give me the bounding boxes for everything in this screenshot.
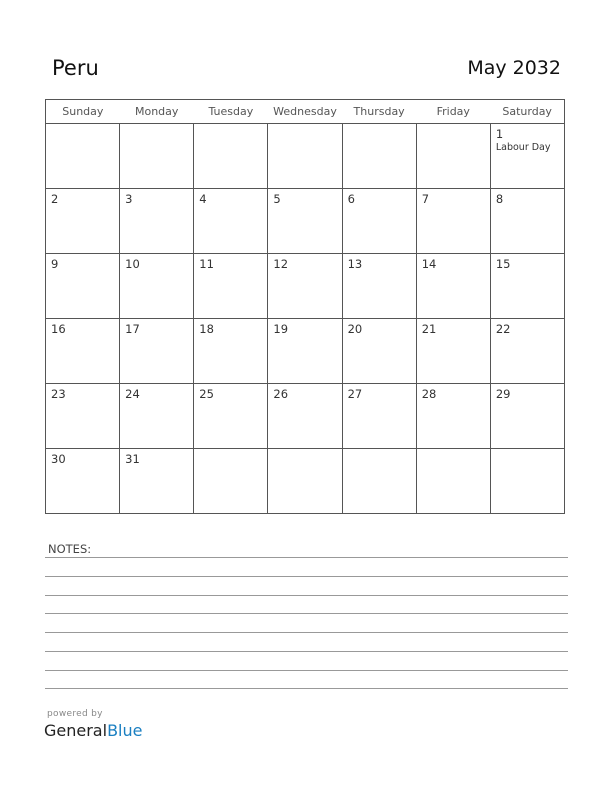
weekday-tuesday: Tuesday	[194, 100, 268, 124]
day-cell[interactable]	[46, 384, 120, 449]
day-number: 26	[273, 387, 289, 401]
day-number: 19	[273, 322, 289, 336]
note-line	[45, 576, 568, 577]
day-number: 5	[273, 192, 281, 206]
day-number: 11	[199, 257, 214, 271]
powered-by-text: powered by	[47, 709, 103, 719]
weekday-friday: Friday	[416, 100, 490, 124]
day-number: 9	[51, 257, 59, 271]
week-row	[46, 319, 565, 384]
weekday-thursday: Thursday	[342, 100, 416, 124]
note-line	[45, 557, 568, 558]
day-number: 31	[125, 452, 140, 466]
day-cell[interactable]	[490, 384, 564, 449]
day-cell[interactable]	[46, 319, 120, 384]
weekday-sunday: Sunday	[46, 100, 120, 124]
day-number	[194, 449, 267, 452]
day-number	[268, 449, 341, 452]
day-cell[interactable]	[342, 124, 416, 189]
day-number: 28	[421, 387, 437, 401]
day-cell[interactable]	[194, 319, 268, 384]
note-line	[45, 632, 568, 633]
day-cell[interactable]	[416, 254, 490, 319]
day-number: 22	[495, 322, 511, 336]
day-number	[120, 124, 193, 127]
day-cell[interactable]	[416, 449, 490, 514]
weekday-monday: Monday	[120, 100, 194, 124]
day-cell[interactable]	[268, 384, 342, 449]
day-cell[interactable]	[120, 449, 194, 514]
day-cell[interactable]	[46, 124, 120, 189]
day-number: 7	[421, 192, 430, 206]
note-line	[45, 613, 568, 614]
day-cell[interactable]	[194, 124, 268, 189]
day-number	[343, 449, 416, 452]
day-cell[interactable]	[120, 254, 194, 319]
day-number: 13	[347, 257, 363, 271]
day-cell[interactable]	[342, 319, 416, 384]
day-number: 10	[125, 257, 140, 271]
day-number: 8	[495, 192, 504, 206]
day-cell[interactable]	[268, 254, 342, 319]
week-row	[46, 384, 565, 449]
day-cell[interactable]	[268, 189, 342, 254]
week-row	[46, 124, 565, 189]
month-year-title: May 2032	[467, 57, 561, 79]
notes-label: NOTES:	[48, 542, 92, 556]
day-number	[194, 124, 267, 127]
day-number: 2	[51, 192, 59, 206]
day-number	[417, 124, 490, 127]
day-number	[491, 449, 564, 452]
day-number	[343, 124, 416, 127]
day-cell[interactable]	[342, 254, 416, 319]
weekday-wednesday: Wednesday	[268, 100, 342, 124]
day-cell[interactable]	[194, 254, 268, 319]
day-number: 30	[51, 452, 66, 466]
day-cell[interactable]	[342, 384, 416, 449]
week-row	[46, 254, 565, 319]
day-cell[interactable]	[194, 449, 268, 514]
day-cell[interactable]	[194, 384, 268, 449]
day-cell[interactable]	[120, 319, 194, 384]
day-cell[interactable]	[416, 189, 490, 254]
day-number: 21	[421, 322, 437, 336]
day-cell[interactable]	[268, 124, 342, 189]
week-row	[46, 189, 565, 254]
day-cell[interactable]	[268, 449, 342, 514]
day-cell[interactable]	[46, 254, 120, 319]
day-cell[interactable]	[490, 449, 564, 514]
day-number: 6	[347, 192, 355, 206]
day-number: 4	[199, 192, 207, 206]
day-number: 3	[125, 192, 133, 206]
day-cell[interactable]	[120, 124, 194, 189]
country-title: Peru	[52, 56, 99, 80]
day-cell[interactable]	[268, 319, 342, 384]
day-cell[interactable]	[490, 319, 564, 384]
day-cell[interactable]	[342, 449, 416, 514]
day-cell[interactable]	[490, 254, 564, 319]
day-cell[interactable]	[120, 189, 194, 254]
note-line	[45, 688, 568, 689]
day-number: 16	[51, 322, 66, 336]
weekday-header-row	[46, 100, 565, 124]
day-cell[interactable]	[342, 189, 416, 254]
month-calendar	[45, 99, 565, 514]
day-number: 17	[125, 322, 140, 336]
day-number: 18	[199, 322, 214, 336]
brand-general: General	[44, 721, 108, 740]
day-cell[interactable]	[46, 189, 120, 254]
day-number: 20	[347, 322, 363, 336]
day-number: 25	[199, 387, 214, 401]
weekday-saturday: Saturday	[490, 100, 564, 124]
note-line	[45, 670, 568, 671]
holiday-label: Labour Day	[495, 142, 551, 153]
day-number	[417, 449, 490, 452]
day-number: 15	[495, 257, 511, 271]
week-row	[46, 449, 565, 514]
day-cell[interactable]	[490, 189, 564, 254]
day-cell[interactable]	[416, 384, 490, 449]
day-cell[interactable]	[120, 384, 194, 449]
day-number: 12	[273, 257, 289, 271]
day-cell[interactable]	[46, 449, 120, 514]
day-number: 24	[125, 387, 140, 401]
day-cell[interactable]	[416, 319, 490, 384]
day-cell[interactable]	[490, 124, 564, 189]
brand-blue: Blue	[107, 721, 143, 740]
generalblue-logo[interactable]	[44, 721, 142, 740]
note-line	[45, 595, 568, 596]
day-number: 27	[347, 387, 363, 401]
day-number	[46, 124, 119, 127]
day-cell[interactable]	[416, 124, 490, 189]
day-cell[interactable]	[194, 189, 268, 254]
day-number: 14	[421, 257, 437, 271]
day-number: 1	[495, 127, 504, 141]
note-line	[45, 651, 568, 652]
day-number: 23	[51, 387, 66, 401]
day-number: 29	[495, 387, 511, 401]
day-number	[268, 124, 341, 127]
